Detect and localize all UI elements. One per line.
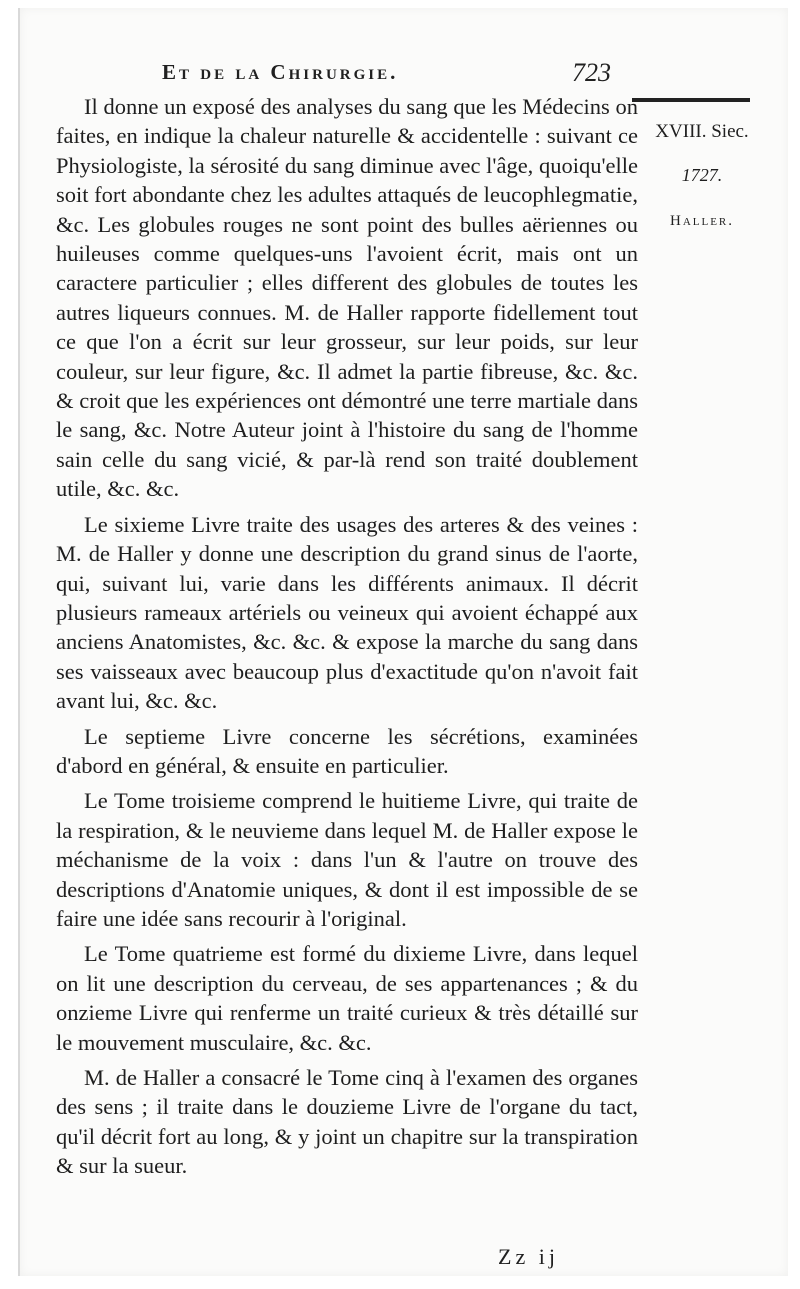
margin-rule [632,98,750,102]
paragraph-fifth-tome: M. de Haller a consacré le Tome cinq à l'examen des organes des sens ; il traite dans le douzieme Livre de l'organe du tact, qu'il décrit fort au long, & y joint un chapitre sur la transpiration & sur la sueur. [56,1065,638,1179]
paragraph-seventh-book: Le septieme Livre concerne les sécrétions, examinées d'abord en général, & ensuite en particulier. [56,723,638,778]
running-title: Et de la Chirurgie. [162,60,399,84]
paragraph-fourth-tome: Le Tome quatrieme est formé du dixieme Livre, dans lequel on lit une description du cerveau, de ses appartenances ; & du onzieme Livre qui renferme un traité curieux & très détaillé sur le mouvement musculaire, &c. &c. [56,941,638,1055]
paragraph-blood-analysis: Il donne un exposé des analyses du sang que les Médecins on faites, en indique la chaleur naturelle & accidentelle : suivant ce Physiologiste, la sérosité du sang diminue avec l'âge, quoiqu'elle soit fort abondante chez les adultes attaqués de leucophlegmatie, &c. Les globules rouges ne sont point des bulles aëriennes ou huileuses comme quelques-uns l'avoient écrit, mais ont un caractere particulier ; elles different des globules de toutes les autres liqueurs connues. M. de Haller rapporte fidellement tout ce que l'on a écrit sur leur grosseur, sur leur poids, sur leur couleur, sur leur figure, &c. Il admet la partie fibreuse, &c. &c. & croit que les expériences ont démontré une terre martiale dans le sang, &c. Notre Auteur joint à l'histoire du sang de l'homme sain celle du sang vicié, & par-là rend son traité doublement utile, &c. &c. [56,94,638,502]
paragraph-third-tome: Le Tome troisieme comprend le huitieme Livre, qui traite de la respiration, & le neuvieme dans lequel M. de Haller expose le méchanisme de la voix : dans l'un & l'autre on trouve des descriptions d'Anatomie uniques, & dont il est impossible de se faire une idée sans recourir à l'original. [56,788,638,931]
margin-note-year: 1727. [681,165,723,185]
margin-note-author: Haller. [669,213,735,229]
body-text [56,92,638,1187]
book-page [18,8,788,1276]
margin-note-century: XVIII. Siec. [655,121,749,142]
paragraph-sixth-book: Le sixieme Livre traite des usages des arteres & des veines : M. de Haller y donne une description du grand sinus de l'aorte, qui, suivant lui, varie dans les différents animaux. Il décrit plusieurs rameaux artériels ou veineux qui avoient échappé aux anciens Anatomistes, &c. &c. & expose la marche du sang dans ses vaisseaux avec beaucoup plus d'exactitude qu'on n'avoit fait avant lui, &c. &c. [56,511,638,714]
signature-mark: Zz ij [498,1244,559,1269]
page-number: 723 [572,58,611,87]
